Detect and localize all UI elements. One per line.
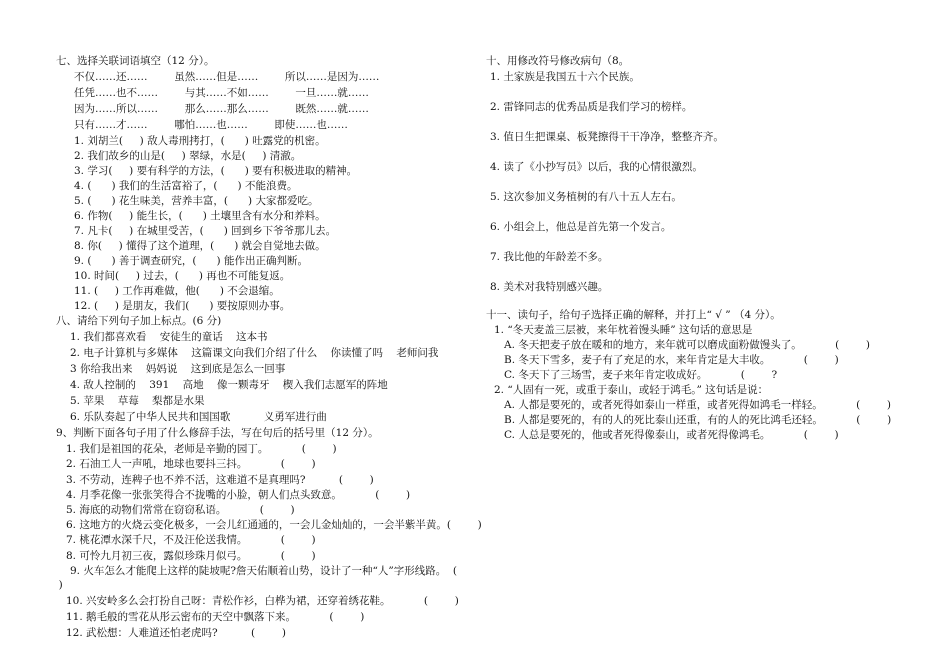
- question-item: 1. “冬天麦盖三层被，来年枕着馒头睡” 这句话的意思是: [494, 324, 753, 336]
- answer-option: A. 人都是要死的，或者死得如泰山一样重，或者死得如鸿毛一样轻。 ( ): [504, 399, 892, 411]
- question-item: 8. 可怜九月初三夜，露似珍珠月似弓。 ( ): [66, 550, 316, 562]
- question-item: 10. 兴安岭多么会打扮自己呀：青松作衫，白桦为裙，还穿着绣花鞋。 ( ): [66, 595, 459, 607]
- conjunction-options-row: 只有……才…… 哪怕……也…… 即使……也……: [74, 119, 348, 131]
- question-item: 5. 海底的动物们常常在窃窃私语。 ( ): [66, 504, 295, 516]
- section-11-title: 十一、读句子，给句子选择正确的解释，并打上“ √ ” （4 分）。: [486, 309, 781, 321]
- question-item: 2. “人固有一死，或重于泰山，或轻于鸿毛。” 这句话是说：: [494, 384, 769, 396]
- question-item: 6. 作物( ) 能生长，( ) 土壤里含有水分和养料。: [74, 210, 326, 222]
- question-item: 9. ( ) 善于调查研究，( ) 能作出正确判断。: [74, 255, 308, 267]
- question-item: 3. 值日生把课桌、板凳擦得干干净净，整整齐齐。: [490, 131, 724, 143]
- question-item: 9. 火车怎么才能爬上这样的陡坡呢?詹天佑顺着山势，设计了一种“人”字形线路。 (: [70, 565, 457, 577]
- question-item: 7. 我比他的年龄差不多。: [490, 251, 609, 263]
- section-10-title: 十、用修改符号修改病句（8。: [486, 55, 630, 67]
- question-item: 8. 美术对我特别感兴趣。: [490, 281, 609, 293]
- question-item: 5. ( ) 花生味美，营养丰富，( ) 大家都爱吃。: [74, 195, 319, 207]
- section-8-title: 八、请给下列句子加上标点。(6 分): [56, 315, 222, 327]
- answer-option: C. 人总是要死的，他或者死得像泰山，或者死得像鸿毛。 ( ): [504, 429, 839, 441]
- question-item: 2. 我们故乡的山是( ) 翠绿，水是( ) 清澈。: [74, 150, 302, 162]
- question-item: 1. 土家族是我国五十六个民族。: [490, 71, 640, 83]
- question-item: 12. 武松想：人难道还怕老虎吗? ( ): [66, 627, 286, 639]
- answer-option: A. 冬天把麦子放在暖和的地方，来年就可以磨成面粉做馒头了。 ( ): [504, 339, 871, 351]
- question-item: 3. 学习( ) 要有科学的方法，( ) 要有积极进取的精神。: [74, 165, 358, 177]
- section-9-title: 9、判断下面各句子用了什么修辞手法，写在句后的括号里（12 分）。: [56, 427, 379, 439]
- question-item: 12. ( ) 是朋友，我们( ) 要按原则办事。: [74, 300, 291, 312]
- section-7-title: 七、选择关联词语填空（12 分）。: [56, 55, 215, 67]
- question-item: 3 你给我出来 妈妈说 这到底是怎么一回事: [70, 363, 286, 375]
- question-item: 4. 敌人控制的 391 高地 像一颗毒牙 楔入我们志愿军的阵地: [70, 379, 388, 391]
- question-item: 11. 鹅毛般的雪花从彤云密布的天空中飘落下来。 ( ): [66, 611, 365, 623]
- question-item: 2. 雷锋同志的优秀品质是我们学习的榜样。: [490, 101, 693, 113]
- question-item: 1. 我们是祖国的花朵，老师是辛勤的园丁。 ( ): [66, 443, 337, 455]
- question-item: 11. ( ) 工作再难做，他( ) 不会退缩。: [74, 285, 280, 297]
- answer-option: B. 冬天下雪多，麦子有了充足的水，来年肯定是大丰收。 ( ): [504, 354, 839, 366]
- question-item: 1. 我们都喜欢看 安徒生的童话 这本书: [70, 331, 268, 343]
- answer-option: C. 冬天下了三场雪，麦子来年肯定收成好。 ( ?: [504, 369, 778, 381]
- question-item: 10. 时间( ) 过去，( ) 再也不可能复返。: [74, 270, 291, 282]
- conjunction-options-row: 任凭……也不…… 与其……不如…… 一旦……就……: [74, 87, 369, 99]
- conjunction-options-row: 因为……所以…… 那么……那么…… 既然……就……: [74, 103, 369, 115]
- question-item: 3. 不劳动，连稗子也不养不活，这难道不是真理吗? ( ): [66, 474, 374, 486]
- question-item: 5. 苹果 草莓 梨都是水果: [70, 395, 205, 407]
- question-item: 7. 凡卡( ) 在城里受苦，( ) 回到乡下爷爷那儿去。: [74, 225, 337, 237]
- question-item: 4. 读了《小抄写员》以后，我的心情很激烈。: [490, 161, 703, 173]
- question-item: 5. 这次参加义务植树的有八十五人左右。: [490, 191, 682, 203]
- answer-option: B. 人都是要死的，有的人的死比泰山还重，有的人的死比鸿毛还轻。 ( ): [504, 414, 892, 426]
- conjunction-options-row: 不仅……还…… 虽然……但是…… 所以……是因为……: [74, 71, 380, 83]
- question-item: 2. 石油工人一声吼，地球也要抖三抖。 ( ): [66, 458, 316, 470]
- question-item: 6. 小组会上，他总是首先第一个发言。: [490, 221, 672, 233]
- question-item: 6. 这地方的火烧云变化极多，一会儿红通通的，一会儿金灿灿的，一会半紫半黄。( ): [66, 519, 482, 531]
- question-item: 1. 刘胡兰( ) 敌人毒刑拷打，( ) 吐露党的机密。: [74, 135, 326, 147]
- question-item-continuation: ): [52, 579, 63, 591]
- question-item: 4. ( ) 我们的生活富裕了，( ) 不能浪费。: [74, 180, 298, 192]
- question-item: 2. 电子计算机与多媒体 这篇课文向我们介绍了什么 你读懂了吗 老师问我: [70, 347, 439, 359]
- question-item: 6. 乐队奏起了中华人民共和国国歌 义勇军进行曲: [70, 411, 327, 423]
- question-item: 7. 桃花潭水深千尺，不及汪伦送我情。 ( ): [66, 534, 316, 546]
- question-item: 4. 月季花像一张张笑得合不拢嘴的小脸，朝人们点头致意。 ( ): [66, 489, 411, 501]
- question-item: 8. 你( ) 懂得了这个道理，( ) 就会自觉地去做。: [74, 240, 326, 252]
